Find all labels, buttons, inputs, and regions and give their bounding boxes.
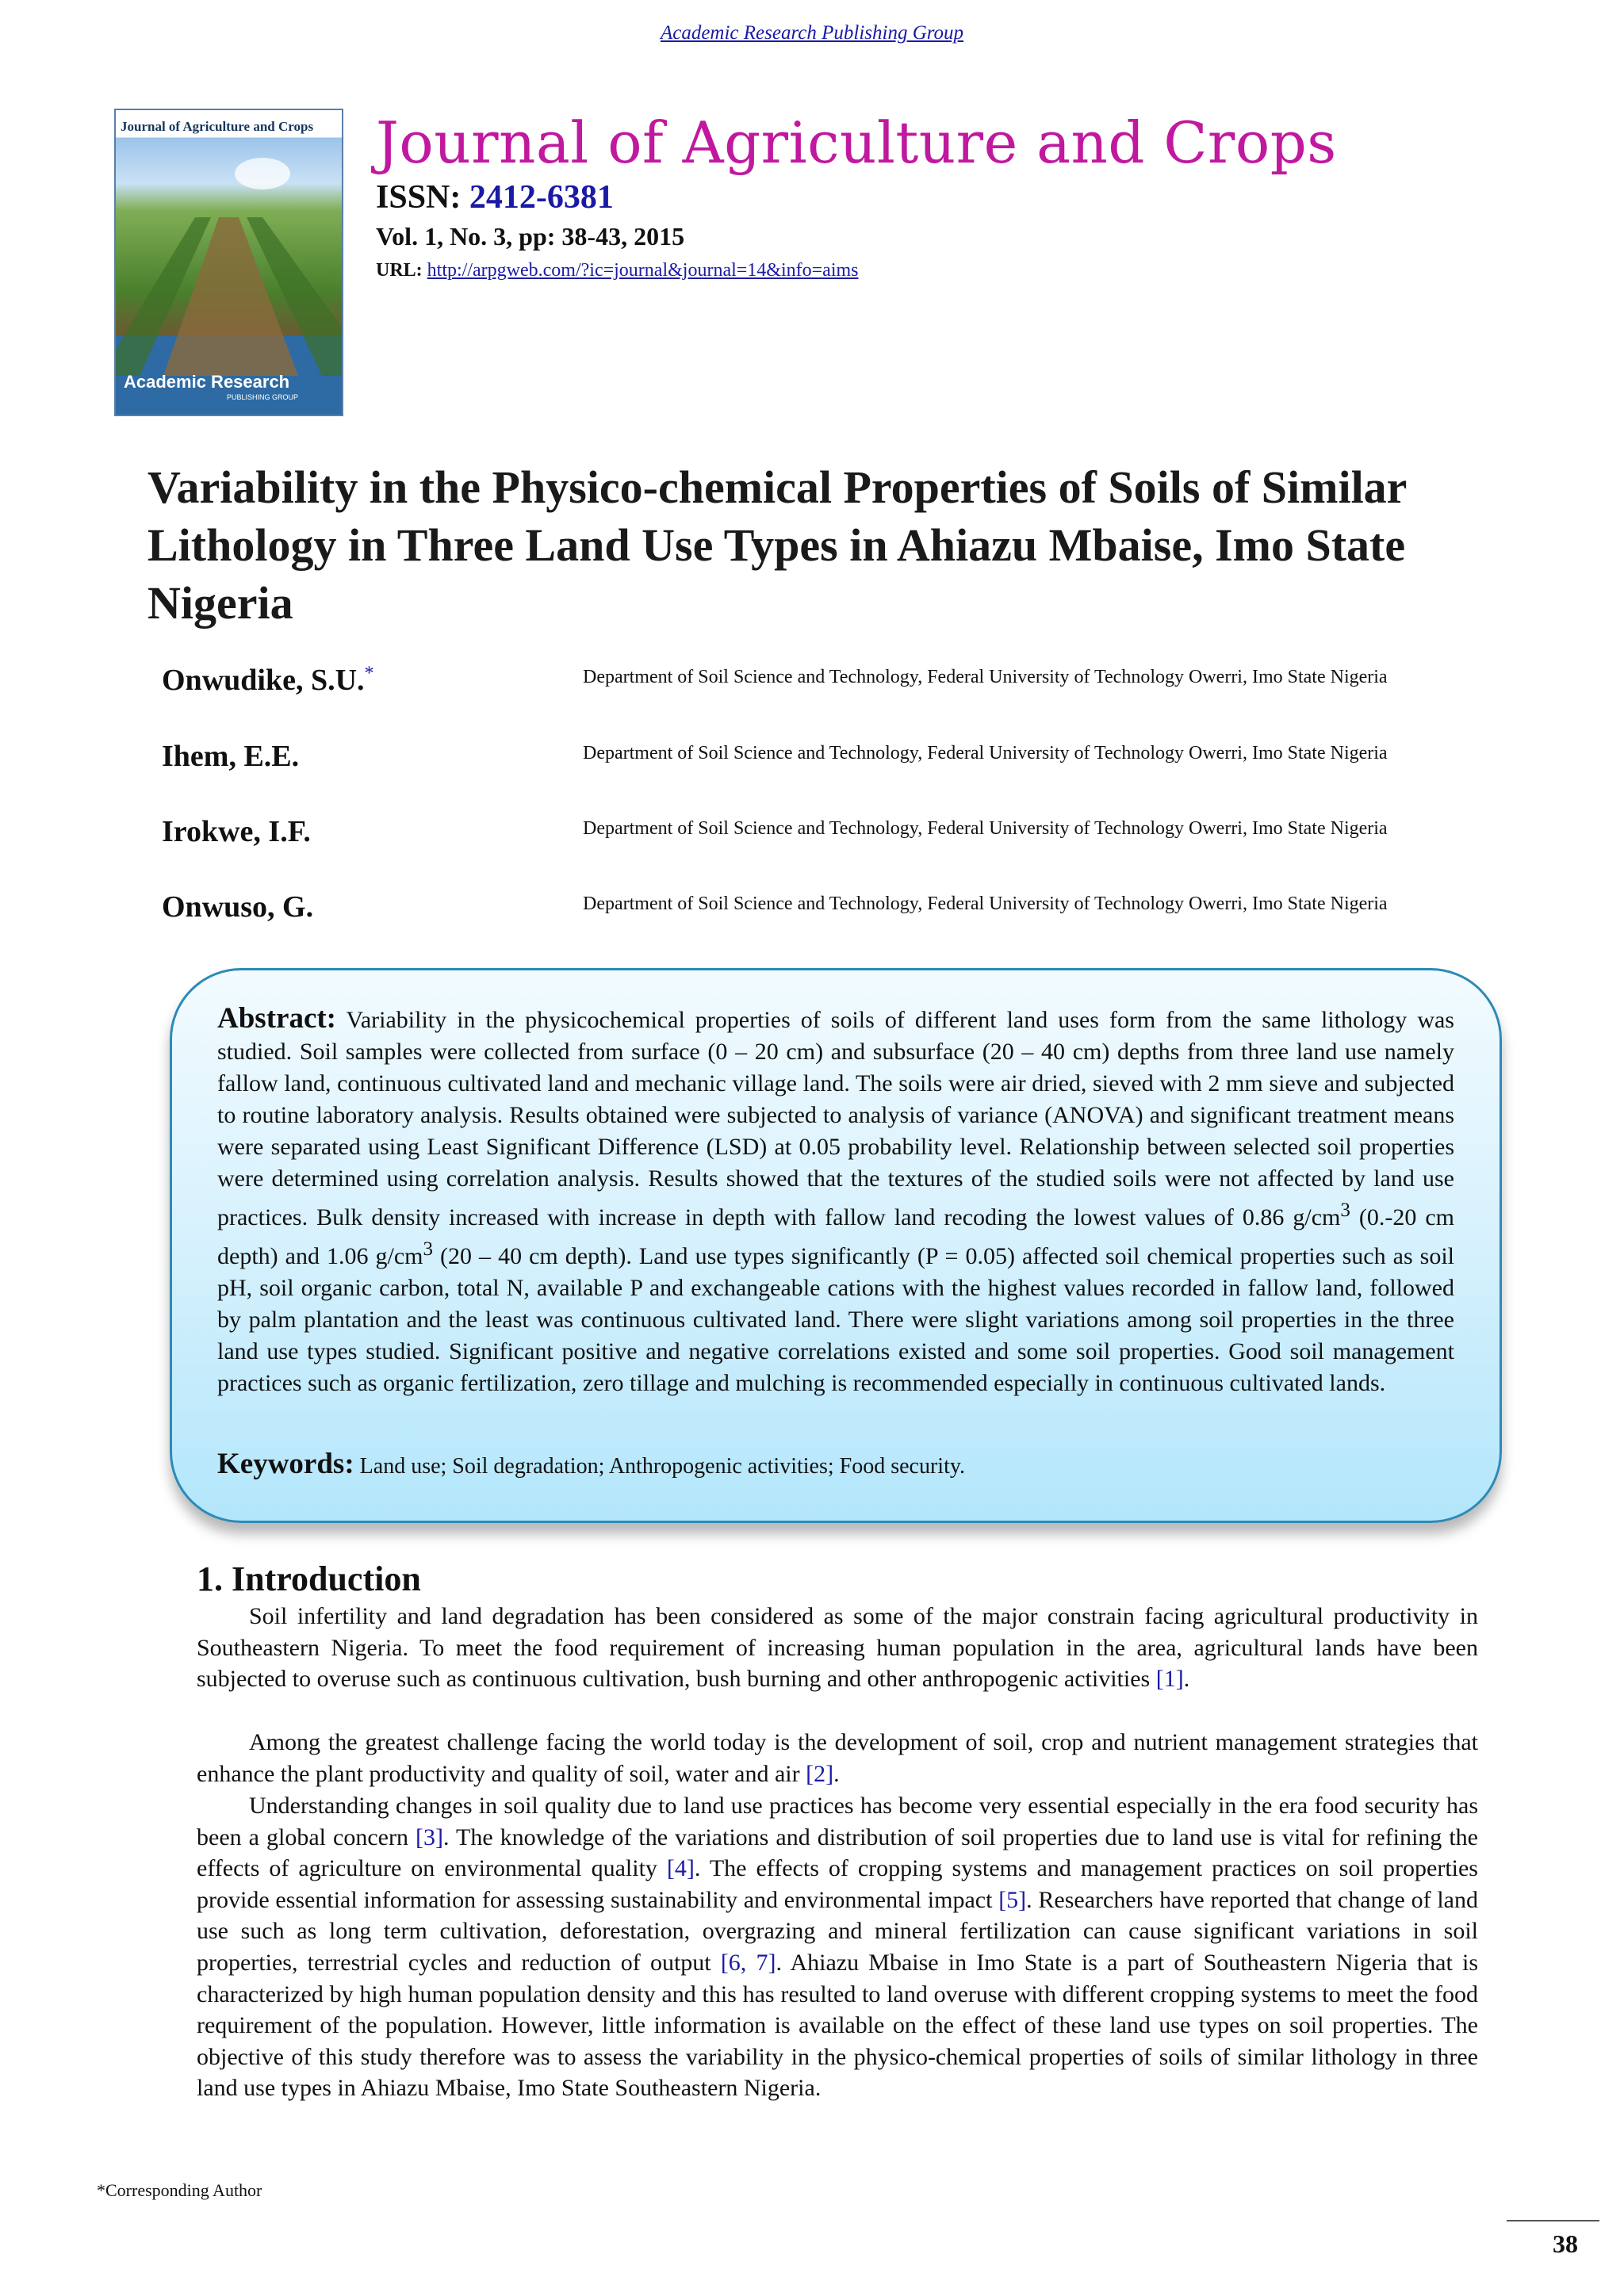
paper-title: Variability in the Physico-chemical Properties of Soils of Similar Lithology in Three Land Use Types in Ahiazu Mbaise, Imo State Nigeria: [147, 461, 1407, 629]
citation-link[interactable]: [3]: [416, 1823, 443, 1850]
publisher-link[interactable]: Academic Research Publishing Group: [660, 22, 964, 44]
author-affiliation: Department of Soil Science and Technology, Federal University of Technology Owerri, Imo State Nigeria: [583, 667, 1388, 687]
footnote: *Corresponding Author: [97, 2180, 262, 2200]
abstract-label: Abstract:: [217, 1002, 337, 1035]
paragraph: Among the greatest challenge facing the world today is the development of soil, crop and nutrient management strategies that enhance the plant productivity and quality of soil, water and air [2].: [197, 1729, 1478, 1787]
citation-link[interactable]: [2]: [806, 1760, 834, 1787]
cover-publisher-sub: PUBLISHING GROUP: [227, 393, 299, 401]
author-name: Irokwe, I.F.: [162, 815, 311, 848]
cover-cloud: [235, 158, 290, 189]
cover-publisher-logo: Academic Research: [124, 372, 290, 392]
page-number: 38: [1553, 2229, 1578, 2258]
author-affiliation: Department of Soil Science and Technology, Federal University of Technology Owerri, Imo State Nigeria: [583, 743, 1388, 763]
author-affiliation: Department of Soil Science and Technology, Federal University of Technology Owerri, Imo State Nigeria: [583, 894, 1388, 914]
keywords-label: Keywords:: [217, 1448, 354, 1480]
paragraph: Soil infertility and land degradation has been considered as some of the major constrain facing agricultural productivity in Southeastern Nigeria. To meet the food requirement of increasing human population in the area, agricultural lands have been subjected to overuse such as continuous cultivation, bush burning and other anthropogenic activities [1].: [197, 1603, 1478, 1693]
keywords: [217, 1448, 1454, 1483]
url-row: [376, 260, 859, 281]
volume-info: Vol. 1, No. 3, pp: 38-43, 2015: [376, 222, 685, 251]
citation-link[interactable]: [5]: [998, 1886, 1027, 1913]
paragraph: Understanding changes in soil quality due to land use practices has become very essential especially in the era food security has been a global concern [3]. The knowledge of the variations and distribution of soil properties due to land use is vital for refining the effects of agriculture on environmental quality [4]. The effects of cropping systems and management practices on soil properties provide essential information for assessing sustainability and environmental impact [5]. Researchers have reported that change of land use such as long term cultivation, deforestation, overgrazing and mineral fertilization can cause significant variations in soil properties, terrestrial cycles and reduction of output [6, 7]. Ahiazu Mbaise in Imo State is a part of Southeastern Nigeria that is characterized by high human population density and this has resulted to land overuse with different cropping systems to meet the food requirement of the population. However, little information is available on the effect of these land use types on soil properties. The objective of this study therefore was to assess the variability in the physico-chemical properties of soils of similar lithology in three land use types in Ahiazu Mbaise, Imo State Southeastern Nigeria.: [197, 1793, 1478, 2102]
author-name: Ihem, E.E.: [162, 740, 300, 773]
journal-title: Journal of Agriculture and Crops: [376, 109, 1337, 176]
cover-field-rows: [116, 217, 342, 376]
author-name: Onwudike, S.U.*: [162, 663, 374, 697]
keywords-list: Land use; Soil degradation; Anthropogenic activities; Food security.: [354, 1454, 966, 1479]
corresponding-marker[interactable]: *: [364, 663, 374, 684]
issn-label: ISSN:: [376, 179, 469, 216]
issn-value[interactable]: 2412-6381: [469, 179, 614, 216]
author-affiliation: Department of Soil Science and Technology, Federal University of Technology Owerri, Imo State Nigeria: [583, 818, 1388, 839]
citation-link[interactable]: [6, 7]: [720, 1949, 776, 1976]
issn-row: [376, 178, 614, 216]
page-number-rule: [1507, 2220, 1599, 2221]
cover-title: Journal of Agriculture and Crops: [121, 119, 314, 134]
journal-cover-image: [114, 109, 343, 416]
section-heading: 1. Introduction: [197, 1559, 421, 1598]
author-name: Onwuso, G.: [162, 890, 314, 924]
citation-link[interactable]: [4]: [666, 1855, 695, 1882]
journal-url-link[interactable]: http://arpgweb.com/?ic=journal&journal=14&info=aims: [427, 260, 859, 281]
abstract-text: Abstract: Variability in the physicochemical properties of soils of different land uses form from the same lithology was studied. Soil samples were collected from surface (0 – 20 cm) and subsurface (20 – 40 cm) depths from three land use namely fallow land, continuous cultivated land and mechanic village land. The soils were air dried, sieved with 2 mm sieve and subjected to routine laboratory analysis. Results obtained were subjected to analysis of variance (ANOVA) and significant treatment means were separated using Least Significant Difference (LSD) at 0.05 probability level. Relationship between selected soil properties were determined using correlation analysis. Results showed that the textures of the studied soils were not affected by land use practices. Bulk density increased with increase in depth with fallow land recoding the lowest values of 0.86 $g/cm^3$ (0.-20 cm depth) and 1.06 $g/cm^3$ (20 – 40 cm depth). Land use types significantly (P = 0.05) affected soil chemical properties such as soil pH, soil organic carbon, total N, available P and exchangeable cations with the highest values recorded in fallow land, followed by palm plantation and the least was continuous cultivated land. There were slight variations among soil properties in the three land use types studied. Significant positive and negative correlations existed and some soil properties. Good soil management practices such as organic fertilization, zero tillage and mulching is recommended especially in continuous cultivated lands.: [217, 1002, 1454, 1396]
citation-link[interactable]: [1]: [1155, 1666, 1184, 1693]
url-label: URL:: [376, 260, 427, 281]
